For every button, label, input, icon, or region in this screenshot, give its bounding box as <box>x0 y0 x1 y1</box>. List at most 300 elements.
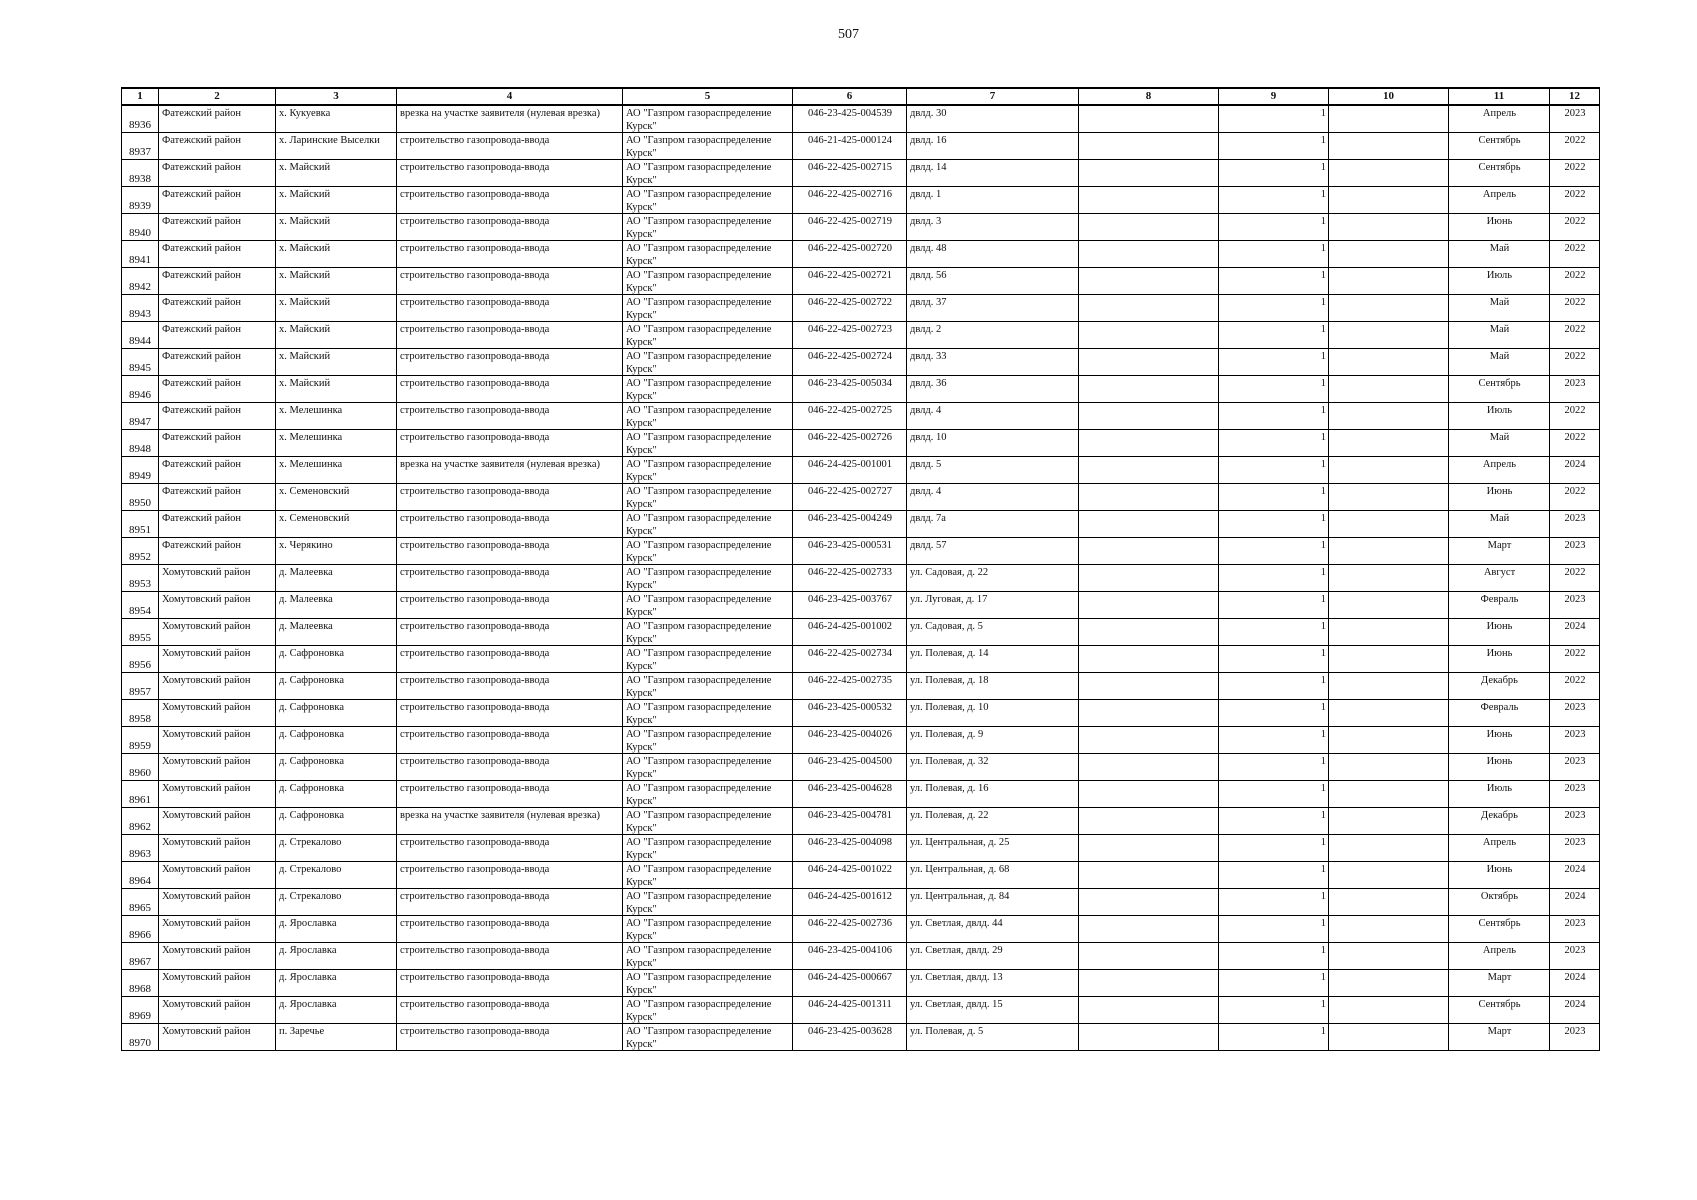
settlement-cell: д. Сафроновка <box>279 783 344 794</box>
address-cell: двлд. 37 <box>910 297 947 308</box>
address-cell: двлд. 1 <box>910 189 942 200</box>
settlement-cell-container <box>276 268 397 295</box>
request-code-cell: 046-22-425-002724 <box>808 351 892 362</box>
request-code-cell: 046-22-425-002733 <box>808 567 892 578</box>
organization-cell-container <box>623 160 793 187</box>
work-type-cell-container <box>397 538 623 565</box>
work-type-cell-container <box>397 619 623 646</box>
settlement-cell-container <box>276 943 397 970</box>
year-cell-container <box>1550 889 1600 916</box>
column-10-cell <box>1329 295 1448 321</box>
district-cell-container <box>159 862 276 889</box>
request-code-cell-container <box>793 430 907 457</box>
year-cell: 2022 <box>1564 675 1586 686</box>
work-type-cell-container <box>397 916 623 943</box>
district-cell: Хомутовский район <box>162 999 251 1010</box>
settlement-cell-container <box>276 646 397 673</box>
quantity-cell: 1 <box>1320 594 1326 605</box>
request-code-cell-container <box>793 862 907 889</box>
column-8-cell-container <box>1079 1024 1219 1051</box>
district-cell-container <box>159 970 276 997</box>
address-cell-container <box>907 916 1079 943</box>
work-type-cell-container <box>397 592 623 619</box>
settlement-cell: д. Сафроновка <box>279 702 344 713</box>
table-row <box>122 619 1600 646</box>
row-number: 8960 <box>129 767 151 779</box>
settlement-cell-container <box>276 835 397 862</box>
settlement-cell-container <box>276 484 397 511</box>
work-type-cell: строительство газопровода-ввода <box>400 729 550 740</box>
year-cell-container <box>1550 997 1600 1024</box>
address-cell: ул. Полевая, д. 9 <box>910 729 984 740</box>
table-row <box>122 457 1600 484</box>
district-cell: Фатежский район <box>162 135 242 146</box>
quantity-cell: 1 <box>1320 432 1326 443</box>
quantity-cell: 1 <box>1320 675 1326 686</box>
row-number-container <box>122 754 159 781</box>
month-cell-container <box>1449 943 1550 970</box>
column-10-cell-container <box>1329 214 1449 241</box>
request-code-cell: 046-22-425-002726 <box>808 432 892 443</box>
month-cell-container <box>1449 619 1550 646</box>
row-number-container <box>122 295 159 322</box>
table-row <box>122 862 1600 889</box>
quantity-cell: 1 <box>1320 999 1326 1010</box>
column-8-cell-container <box>1079 241 1219 268</box>
column-8-cell <box>1079 133 1218 159</box>
request-code-cell-container <box>793 916 907 943</box>
organization-cell: АО "Газпром газораспределение Курск" <box>626 243 772 267</box>
settlement-cell: х. Майский <box>279 243 331 254</box>
month-cell: Март <box>1487 1026 1512 1037</box>
district-cell: Фатежский район <box>162 162 242 173</box>
year-cell-container <box>1550 592 1600 619</box>
settlement-cell-container <box>276 727 397 754</box>
month-cell-container <box>1449 916 1550 943</box>
column-8-cell <box>1079 916 1218 942</box>
row-number: 8962 <box>129 821 151 833</box>
year-cell-container <box>1550 700 1600 727</box>
row-number: 8945 <box>129 362 151 374</box>
district-cell: Фатежский район <box>162 108 242 119</box>
organization-cell-container <box>623 1024 793 1051</box>
quantity-cell-container <box>1219 160 1329 187</box>
row-number: 8959 <box>129 740 151 752</box>
work-type-cell: строительство газопровода-ввода <box>400 972 550 983</box>
column-10-cell-container <box>1329 835 1449 862</box>
column-10-cell <box>1329 754 1448 780</box>
year-cell-container <box>1550 673 1600 700</box>
address-cell-container <box>907 754 1079 781</box>
column-10-cell-container <box>1329 970 1449 997</box>
column-10-cell <box>1329 970 1448 996</box>
quantity-cell-container <box>1219 187 1329 214</box>
organization-cell-container <box>623 565 793 592</box>
request-code-cell-container <box>793 322 907 349</box>
organization-cell-container <box>623 511 793 538</box>
column-10-cell-container <box>1329 565 1449 592</box>
settlement-cell: х. Мелешинка <box>279 432 343 443</box>
row-number: 8963 <box>129 848 151 860</box>
request-code-cell-container <box>793 835 907 862</box>
work-type-cell-container <box>397 403 623 430</box>
column-8-cell-container <box>1079 133 1219 160</box>
request-code-cell: 046-23-425-004106 <box>808 945 892 956</box>
work-type-cell: строительство газопровода-ввода <box>400 270 550 281</box>
year-cell: 2023 <box>1564 918 1586 929</box>
request-code-cell: 046-21-425-000124 <box>808 135 892 146</box>
column-10-cell <box>1329 997 1448 1023</box>
settlement-cell: х. Майский <box>279 270 331 281</box>
settlement-cell: х. Мелешинка <box>279 405 343 416</box>
column-10-cell-container <box>1329 349 1449 376</box>
column-10-cell-container <box>1329 862 1449 889</box>
address-cell-container <box>907 105 1079 133</box>
column-header-10: 10 <box>1329 88 1449 105</box>
quantity-cell-container <box>1219 592 1329 619</box>
column-10-cell-container <box>1329 943 1449 970</box>
request-code-cell: 046-23-425-004628 <box>808 783 892 794</box>
quantity-cell: 1 <box>1320 864 1326 875</box>
column-8-cell-container <box>1079 430 1219 457</box>
request-code-cell-container <box>793 619 907 646</box>
request-code-cell-container <box>793 970 907 997</box>
settlement-cell-container <box>276 322 397 349</box>
table-row <box>122 943 1600 970</box>
column-10-cell <box>1329 673 1448 699</box>
address-cell: ул. Полевая, д. 14 <box>910 648 989 659</box>
month-cell: Апрель <box>1482 459 1517 470</box>
district-cell: Фатежский район <box>162 324 242 335</box>
organization-cell-container <box>623 105 793 133</box>
column-8-cell-container <box>1079 862 1219 889</box>
address-cell-container <box>907 619 1079 646</box>
register-body <box>122 105 1600 1051</box>
district-cell-container <box>159 430 276 457</box>
column-10-cell-container <box>1329 322 1449 349</box>
organization-cell: АО "Газпром газораспределение Курск" <box>626 486 772 510</box>
year-cell-container <box>1550 322 1600 349</box>
settlement-cell-container <box>276 241 397 268</box>
column-10-cell <box>1329 808 1448 834</box>
month-cell-container <box>1449 646 1550 673</box>
work-type-cell-container <box>397 214 623 241</box>
organization-cell-container <box>623 619 793 646</box>
organization-cell-container <box>623 241 793 268</box>
column-header-9: 9 <box>1219 88 1329 105</box>
quantity-cell: 1 <box>1320 486 1326 497</box>
organization-cell: АО "Газпром газораспределение Курск" <box>626 540 772 564</box>
row-number: 8952 <box>129 551 151 563</box>
column-8-cell <box>1079 214 1218 240</box>
year-cell-container <box>1550 943 1600 970</box>
address-cell-container <box>907 133 1079 160</box>
year-cell: 2022 <box>1564 432 1586 443</box>
month-cell: Апрель <box>1482 837 1517 848</box>
column-10-cell <box>1329 835 1448 861</box>
request-code-cell: 046-24-425-001022 <box>808 864 892 875</box>
work-type-cell-container <box>397 943 623 970</box>
quantity-cell-container <box>1219 970 1329 997</box>
work-type-cell-container <box>397 322 623 349</box>
year-cell: 2023 <box>1564 810 1586 821</box>
quantity-cell-container <box>1219 268 1329 295</box>
month-cell-container <box>1449 565 1550 592</box>
settlement-cell-container <box>276 970 397 997</box>
work-type-cell-container <box>397 430 623 457</box>
quantity-cell-container <box>1219 646 1329 673</box>
district-cell-container <box>159 889 276 916</box>
row-number: 8939 <box>129 200 151 212</box>
work-type-cell: строительство газопровода-ввода <box>400 513 550 524</box>
quantity-cell: 1 <box>1320 1026 1326 1037</box>
work-type-cell-container <box>397 484 623 511</box>
column-8-cell-container <box>1079 322 1219 349</box>
month-cell: Декабрь <box>1481 810 1518 821</box>
column-10-cell <box>1329 511 1448 537</box>
district-cell: Хомутовский район <box>162 675 251 686</box>
year-cell-container <box>1550 241 1600 268</box>
column-10-cell-container <box>1329 754 1449 781</box>
work-type-cell: строительство газопровода-ввода <box>400 189 550 200</box>
year-cell: 2023 <box>1564 108 1586 119</box>
column-number-header-row <box>122 88 1600 105</box>
district-cell-container <box>159 565 276 592</box>
quantity-cell-container <box>1219 538 1329 565</box>
district-cell-container <box>159 241 276 268</box>
settlement-cell-container <box>276 457 397 484</box>
settlement-cell: х. Майский <box>279 162 331 173</box>
row-number: 8951 <box>129 524 151 536</box>
column-header-1: 1 <box>122 88 159 105</box>
year-cell-container <box>1550 538 1600 565</box>
organization-cell: АО "Газпром газораспределение Курск" <box>626 297 772 321</box>
column-10-cell <box>1329 700 1448 726</box>
month-cell-container <box>1449 430 1550 457</box>
organization-cell: АО "Газпром газораспределение Курск" <box>626 729 772 753</box>
district-cell: Фатежский район <box>162 405 242 416</box>
organization-cell: АО "Газпром газораспределение Курск" <box>626 216 772 240</box>
request-code-cell-container <box>793 889 907 916</box>
column-8-cell-container <box>1079 565 1219 592</box>
address-cell: двлд. 10 <box>910 432 947 443</box>
column-8-cell-container <box>1079 889 1219 916</box>
month-cell: Октябрь <box>1480 891 1519 902</box>
quantity-cell: 1 <box>1320 243 1326 254</box>
quantity-cell-container <box>1219 511 1329 538</box>
settlement-cell: х. Кукуевка <box>279 108 331 119</box>
organization-cell-container <box>623 835 793 862</box>
settlement-cell: д. Стрекалово <box>279 891 342 902</box>
year-cell-container <box>1550 754 1600 781</box>
row-number: 8967 <box>129 956 151 968</box>
request-code-cell-container <box>793 484 907 511</box>
column-8-cell-container <box>1079 646 1219 673</box>
table-row <box>122 592 1600 619</box>
request-code-cell: 046-22-425-002734 <box>808 648 892 659</box>
organization-cell: АО "Газпром газораспределение Курск" <box>626 810 772 834</box>
quantity-cell-container <box>1219 862 1329 889</box>
column-header-4: 4 <box>397 88 623 105</box>
quantity-cell-container <box>1219 403 1329 430</box>
district-cell-container <box>159 700 276 727</box>
column-header-3: 3 <box>276 88 397 105</box>
district-cell-container <box>159 619 276 646</box>
quantity-cell-container <box>1219 241 1329 268</box>
request-code-cell-container <box>793 592 907 619</box>
organization-cell: АО "Газпром газораспределение Курск" <box>626 1026 772 1050</box>
address-cell: двлд. 33 <box>910 351 947 362</box>
request-code-cell: 046-23-425-004026 <box>808 729 892 740</box>
request-code-cell-container <box>793 349 907 376</box>
year-cell: 2023 <box>1564 756 1586 767</box>
organization-cell-container <box>623 673 793 700</box>
year-cell: 2022 <box>1564 351 1586 362</box>
address-cell-container <box>907 214 1079 241</box>
column-10-cell-container <box>1329 241 1449 268</box>
table-row <box>122 673 1600 700</box>
row-number-container <box>122 430 159 457</box>
row-number-container <box>122 862 159 889</box>
address-cell: ул. Светлая, двлд. 29 <box>910 945 1003 956</box>
address-cell: ул. Луговая, д. 17 <box>910 594 988 605</box>
settlement-cell-container <box>276 754 397 781</box>
organization-cell: АО "Газпром газораспределение Курск" <box>626 378 772 402</box>
quantity-cell: 1 <box>1320 270 1326 281</box>
year-cell-container <box>1550 214 1600 241</box>
page-number: 507 <box>838 27 859 42</box>
work-type-cell-container <box>397 808 623 835</box>
quantity-cell-container <box>1219 1024 1329 1051</box>
table-row <box>122 889 1600 916</box>
organization-cell-container <box>623 268 793 295</box>
column-header-11: 11 <box>1449 88 1550 105</box>
month-cell: Июнь <box>1486 756 1513 767</box>
column-8-cell-container <box>1079 538 1219 565</box>
quantity-cell: 1 <box>1320 810 1326 821</box>
address-cell-container <box>907 835 1079 862</box>
district-cell-container <box>159 349 276 376</box>
year-cell: 2022 <box>1564 324 1586 335</box>
district-cell: Хомутовский район <box>162 756 251 767</box>
request-code-cell: 046-22-425-002715 <box>808 162 892 173</box>
work-type-cell: строительство газопровода-ввода <box>400 891 550 902</box>
work-type-cell-container <box>397 349 623 376</box>
organization-cell: АО "Газпром газораспределение Курск" <box>626 459 772 483</box>
settlement-cell-container <box>276 592 397 619</box>
address-cell-container <box>907 808 1079 835</box>
district-cell: Фатежский район <box>162 216 242 227</box>
row-number: 8969 <box>129 1010 151 1022</box>
quantity-cell: 1 <box>1320 324 1326 335</box>
work-type-cell: строительство газопровода-ввода <box>400 432 550 443</box>
table-row <box>122 295 1600 322</box>
column-10-cell-container <box>1329 484 1449 511</box>
year-cell-container <box>1550 430 1600 457</box>
work-type-cell-container <box>397 997 623 1024</box>
row-number-container <box>122 105 159 133</box>
organization-cell: АО "Газпром газораспределение Курск" <box>626 270 772 294</box>
settlement-cell: х. Ларинские Выселки <box>279 135 380 146</box>
month-cell-container <box>1449 484 1550 511</box>
column-8-cell <box>1079 565 1218 591</box>
district-cell: Фатежский район <box>162 351 242 362</box>
address-cell-container <box>907 322 1079 349</box>
year-cell-container <box>1550 484 1600 511</box>
month-cell: Март <box>1487 540 1512 551</box>
month-cell: Февраль <box>1480 702 1519 713</box>
district-cell: Фатежский район <box>162 378 242 389</box>
row-number-container <box>122 187 159 214</box>
district-cell: Фатежский район <box>162 243 242 254</box>
year-cell-container <box>1550 916 1600 943</box>
work-type-cell: строительство газопровода-ввода <box>400 243 550 254</box>
settlement-cell: х. Мелешинка <box>279 459 343 470</box>
column-10-cell-container <box>1329 430 1449 457</box>
column-8-cell <box>1079 322 1218 348</box>
row-number-container <box>122 997 159 1024</box>
year-cell-container <box>1550 862 1600 889</box>
row-number: 8942 <box>129 281 151 293</box>
column-8-cell <box>1079 403 1218 429</box>
request-code-cell: 046-22-425-002721 <box>808 270 892 281</box>
column-8-cell-container <box>1079 970 1219 997</box>
row-number-container <box>122 484 159 511</box>
district-cell-container <box>159 105 276 133</box>
column-8-cell-container <box>1079 727 1219 754</box>
row-number: 8938 <box>129 173 151 185</box>
request-code-cell-container <box>793 1024 907 1051</box>
column-10-cell <box>1329 457 1448 483</box>
quantity-cell: 1 <box>1320 783 1326 794</box>
organization-cell-container <box>623 376 793 403</box>
column-10-cell-container <box>1329 538 1449 565</box>
column-10-cell-container <box>1329 889 1449 916</box>
row-number: 8949 <box>129 470 151 482</box>
row-number: 8936 <box>129 119 151 131</box>
organization-cell-container <box>623 997 793 1024</box>
settlement-cell: д. Ярославка <box>279 999 337 1010</box>
month-cell: Июнь <box>1486 216 1513 227</box>
month-cell: Май <box>1489 513 1510 524</box>
year-cell: 2022 <box>1564 189 1586 200</box>
address-cell: ул. Центральная, д. 68 <box>910 864 1010 875</box>
district-cell-container <box>159 484 276 511</box>
address-cell-container <box>907 781 1079 808</box>
district-cell-container <box>159 943 276 970</box>
district-cell-container <box>159 295 276 322</box>
column-header-12: 12 <box>1550 88 1600 105</box>
year-cell: 2024 <box>1564 621 1586 632</box>
column-10-cell <box>1329 376 1448 402</box>
month-cell: Июнь <box>1486 621 1513 632</box>
settlement-cell-container <box>276 1024 397 1051</box>
row-number-container <box>122 457 159 484</box>
row-number-container <box>122 565 159 592</box>
organization-cell-container <box>623 457 793 484</box>
district-cell-container <box>159 754 276 781</box>
district-cell-container <box>159 214 276 241</box>
year-cell-container <box>1550 105 1600 133</box>
organization-cell-container <box>623 133 793 160</box>
column-header-7: 7 <box>907 88 1079 105</box>
column-10-cell-container <box>1329 187 1449 214</box>
settlement-cell-container <box>276 133 397 160</box>
address-cell-container <box>907 943 1079 970</box>
settlement-cell-container <box>276 889 397 916</box>
district-cell: Фатежский район <box>162 432 242 443</box>
settlement-cell: х. Майский <box>279 324 331 335</box>
